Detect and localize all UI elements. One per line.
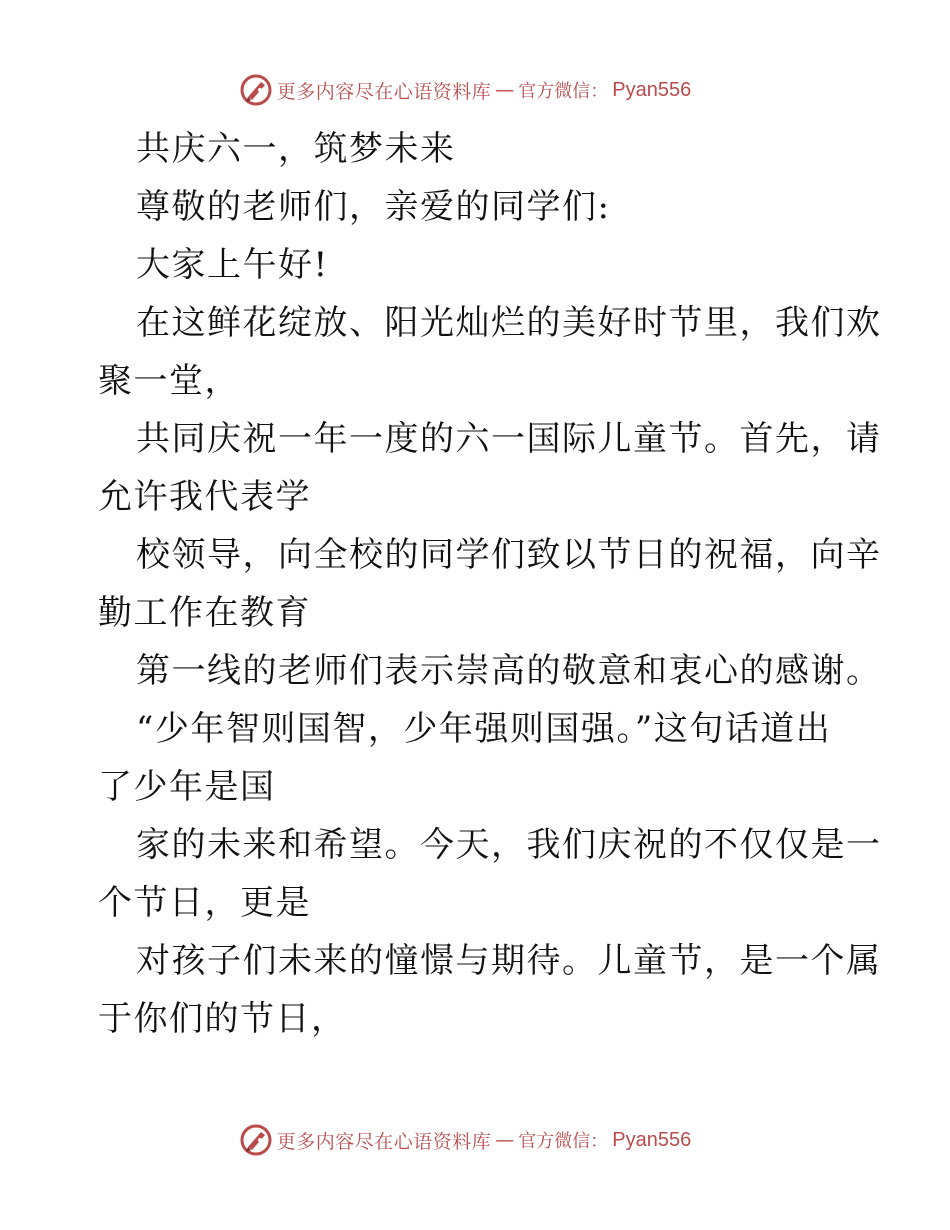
footer-banner-label: 官方微信： (518, 1131, 609, 1152)
footer-banner-text: 更多内容尽在心语资料库 (276, 1130, 492, 1153)
text-line: 于你们的节日， (98, 999, 347, 1039)
text-line: 个节日，更是 (98, 883, 311, 923)
header-banner-content (239, 73, 691, 107)
pen-logo-icon (239, 73, 273, 107)
header-banner-label: 官方微信： (518, 81, 609, 102)
document-body (98, 120, 882, 1048)
footer-banner (0, 1118, 950, 1162)
text-line: 勤工作在教育 (98, 593, 311, 633)
text-line: 校领导，向全校的同学们致以节日的祝福，向辛 (136, 535, 882, 575)
header-banner-separator: — (495, 79, 515, 101)
text-line: 尊敬的老师们，亲爱的同学们: (136, 187, 611, 227)
text-line: 对孩子们未来的憧憬与期待。儿童节，是一个属 (136, 941, 882, 981)
text-line: 在这鲜花绽放、阳光灿烂的美好时节里，我们欢 (136, 303, 882, 343)
text-line: 大家上午好! (136, 245, 329, 285)
text-line: 共同庆祝一年一度的六一国际儿童节。首先，请 (136, 419, 882, 459)
header-banner (0, 68, 950, 112)
header-banner-wechat-id: Pyan556 (612, 78, 692, 101)
text-line: “少年智则国智，少年强则国强。”这句话道出 (136, 709, 832, 749)
footer-banner-wechat-id: Pyan556 (612, 1128, 692, 1151)
footer-banner-separator: — (495, 1129, 515, 1151)
document-title: 共庆六一，筑梦未来 (136, 129, 456, 169)
text-line: 了少年是国 (98, 767, 276, 807)
footer-banner-content (239, 1123, 691, 1157)
text-line: 聚一堂， (98, 361, 240, 401)
text-line: 允许我代表学 (98, 477, 311, 517)
header-banner-text: 更多内容尽在心语资料库 (276, 80, 492, 103)
pen-logo-icon (239, 1123, 273, 1157)
text-line: 第一线的老师们表示崇高的敬意和衷心的感谢。 (136, 651, 882, 691)
text-line: 家的未来和希望。今天，我们庆祝的不仅仅是一 (136, 825, 882, 865)
